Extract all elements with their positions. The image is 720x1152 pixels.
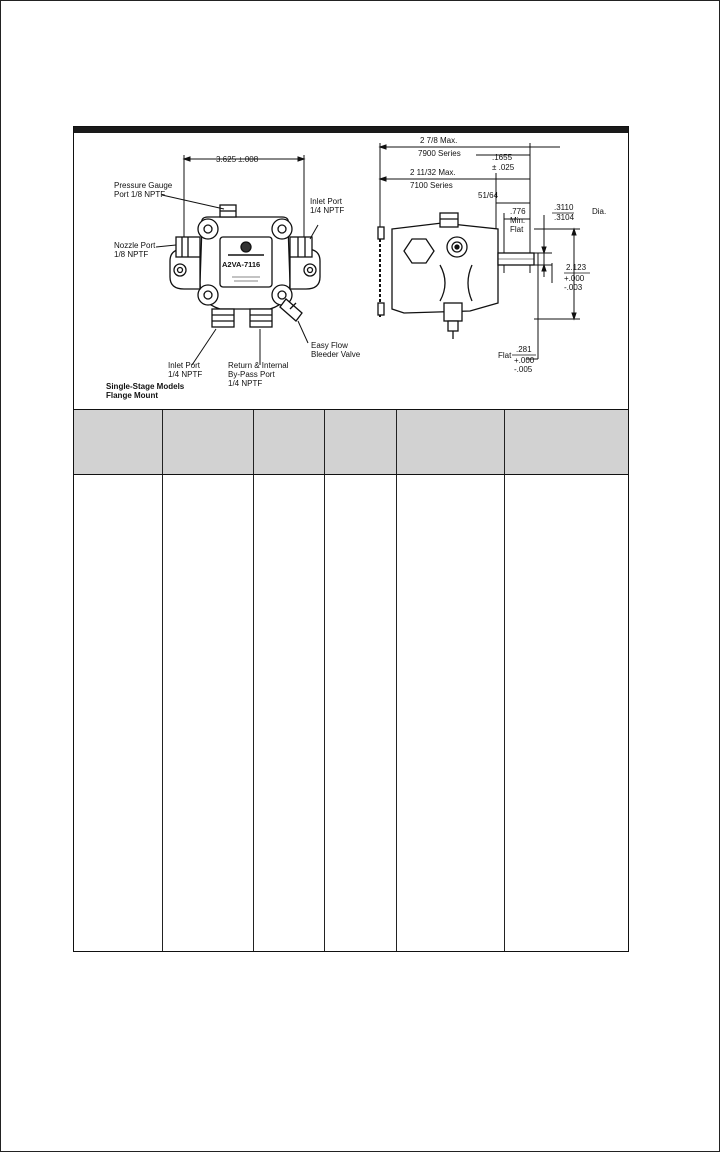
table-divider	[162, 475, 163, 951]
table-divider	[324, 410, 325, 474]
dim-1655-label-2: ± .025	[492, 163, 515, 172]
caption-line-2: Flange Mount	[106, 391, 158, 400]
leader-inlet-bottom	[192, 329, 216, 365]
inlet-port-right-label-2: 1/4 NPTF	[310, 206, 345, 215]
table-divider	[396, 410, 397, 474]
dim-2123-label-3: -.003	[564, 283, 583, 292]
dim-flat-label-4: -.005	[514, 365, 533, 374]
dim-776-label-3: Flat	[510, 225, 524, 234]
table-divider	[253, 475, 254, 951]
return-port-label-2: By-Pass Port	[228, 370, 275, 379]
spec-sheet	[73, 126, 629, 952]
leader-bleeder	[298, 321, 308, 343]
nozzle-port-label-2: 1/8 NPTF	[114, 250, 149, 259]
table-body	[74, 475, 628, 951]
dim-51-64-label: 51/64	[478, 191, 499, 200]
dim-776-label-2: Min.	[510, 216, 526, 225]
pump-drawing-svg	[74, 133, 630, 409]
dim-flat-label-3: +.000	[514, 356, 535, 365]
leader-nozzle-port	[156, 245, 176, 247]
pressure-gauge-label-1: Pressure Gauge	[114, 181, 173, 190]
table-divider	[504, 475, 505, 951]
dim-7900-label-1: 2 7/8 Max.	[420, 136, 458, 145]
inlet-port-bottom-label-2: 1/4 NPTF	[168, 370, 203, 379]
table-divider	[253, 410, 254, 474]
dim-flat-label-1: Flat	[498, 351, 512, 360]
caption-line-1: Single-Stage Models	[106, 382, 185, 391]
leader-pressure-gauge	[162, 195, 224, 209]
pressure-gauge-label-2: Port 1/8 NPTF	[114, 190, 166, 199]
pump-diagram	[74, 133, 628, 409]
arrow-left-icon	[184, 157, 190, 161]
table-divider	[324, 475, 325, 951]
table-divider	[396, 475, 397, 951]
table-divider	[162, 410, 163, 474]
table-divider	[504, 410, 505, 474]
dim-flat-label-2: .281	[516, 345, 532, 354]
return-port-label-1: Return & Internal	[228, 361, 289, 370]
table-header-row	[74, 409, 628, 475]
inlet-port-bottom-label-1: Inlet Port	[168, 361, 201, 370]
dim-776-label-1: .776	[510, 207, 526, 216]
leader-inlet-right	[310, 225, 318, 239]
dim-7900-label-2: 7900 Series	[418, 149, 461, 158]
bleeder-label-2: Bleeder Valve	[311, 350, 361, 359]
dim-dia-label-3: Dia.	[592, 207, 607, 216]
dim-dia-label-1: .3110	[554, 203, 574, 212]
bleeder-label-1: Easy Flow	[311, 341, 348, 350]
dim-2123-label-2: +.000	[564, 274, 585, 283]
return-port-label-3: 1/4 NPTF	[228, 379, 263, 388]
dim-2123-label-1: 2.123	[566, 263, 587, 272]
arrow-right-icon	[298, 157, 304, 161]
dim-7100-label-1: 2 11/32 Max.	[410, 168, 456, 177]
nozzle-port-label-1: Nozzle Port	[114, 241, 156, 250]
inlet-port-right-label-1: Inlet Port	[310, 197, 343, 206]
dim-width-label: 3.625 ±.008	[216, 155, 259, 164]
model-number-text: A2VA-7116	[222, 260, 261, 269]
dim-1655-label-1: .1655	[492, 153, 513, 162]
dim-dia-label-2: .3104	[554, 213, 575, 222]
dim-7100-label-2: 7100 Series	[410, 181, 453, 190]
